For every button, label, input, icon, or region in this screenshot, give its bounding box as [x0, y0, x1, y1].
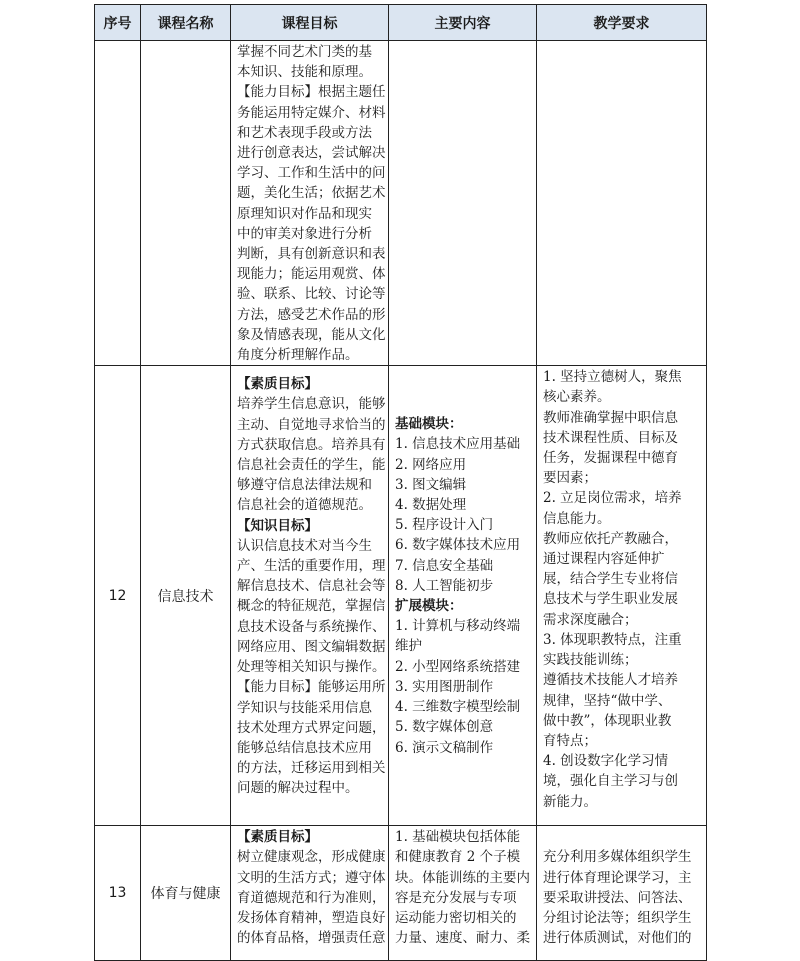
row12-content-line: 2. 小型网络系统搭建 — [395, 658, 521, 675]
row12-content-line: 6. 演示文稿制作 — [395, 739, 494, 756]
row13-goal-line: 育道德规范和行为准则， — [237, 889, 386, 906]
row12-goal-line: 技术处理方式界定问题， — [237, 719, 386, 736]
row12-req-line: 新能力。 — [543, 793, 597, 810]
row12-goal-line: 【能力目标】能够运用所 — [237, 679, 386, 696]
row13-req-line: 进行体育理论课学习，主 — [543, 869, 692, 886]
row12-goal-line: 的方法，迁移运用到相关 — [237, 760, 386, 777]
row12-req-line: 息技术与学生职业发展 — [543, 591, 678, 608]
row12-goal-line: 概念的特征规范，掌握信 — [237, 598, 386, 615]
row13-req-line: 要采取讲授法、问答法、 — [543, 889, 692, 906]
cont-goal-line: 角度分析理解作品。 — [237, 347, 359, 364]
row12-req-line: 教师应依托产教融合， — [543, 530, 678, 547]
cont-no-cell — [95, 41, 141, 366]
table-row-12 — [95, 366, 707, 826]
header-row — [95, 5, 707, 41]
row12-content-line: 7. 信息安全基础 — [395, 557, 494, 574]
row12-req-line: 4. 创设数字化学习情 — [543, 753, 669, 770]
row12-req-line: 需求深度融合； — [543, 611, 638, 628]
cont-req-cell — [537, 41, 707, 366]
cont-goal-line: 本知识、技能和原理。 — [237, 64, 372, 81]
cont-goal-line: 判断，具有创新意识和表 — [237, 246, 386, 263]
row13-no: 13 — [95, 826, 141, 961]
row12-req-line: 3. 体现职教特点，注重 — [543, 631, 682, 648]
row12-goal-line: 产、生活的重要作用，理 — [237, 558, 386, 575]
row13-req-line — [543, 827, 702, 847]
header-no: 序号 — [95, 5, 141, 41]
row13-name: 体育与健康 — [141, 826, 231, 961]
row12-req-line: 展，结合学生专业将信 — [543, 571, 678, 588]
cont-goal-line: 【能力目标】根据主题任 — [237, 84, 386, 101]
row12-req-line: 境，强化自主学习与创 — [543, 773, 678, 790]
row13-req-line: 进行体质测试，对他们的 — [543, 930, 692, 947]
row12-content-line: 1. 计算机与移动终端 — [395, 618, 521, 635]
cont-goal-line: 学习、工作和生活中的问 — [237, 165, 386, 182]
cont-name-cell — [141, 41, 231, 366]
row12-goal-line: 能够总结信息技术应用 — [237, 739, 372, 756]
cont-goal-line: 和艺术表现手段或方法 — [237, 124, 372, 141]
row12-content-line: 4. 数据处理 — [395, 497, 467, 514]
row12-no: 12 — [95, 366, 141, 826]
row12-req-line: 做中教”，体现职业教 — [543, 712, 672, 729]
cont-goal-line: 象及情感表现，能从文化 — [237, 326, 386, 343]
row12-req-line: 遵循技术技能人才培养 — [543, 672, 678, 689]
row12-goal-line: 【知识目标】 — [237, 517, 318, 534]
row12-goal-line: 息技术设备与系统操作、 — [237, 618, 386, 635]
cont-goal-line: 掌握不同艺术门类的基 — [237, 44, 372, 60]
row13-content-cell — [389, 826, 537, 961]
row12-content-line: 5. 程序设计入门 — [395, 517, 494, 534]
row12-content-line: 3. 实用图册制作 — [395, 678, 494, 695]
row12-req-line: 核心素养。 — [543, 389, 611, 406]
row12-content-line: 8. 人工智能初步 — [395, 577, 494, 594]
row12-goal-line: 方式获取信息。培养具有 — [237, 436, 386, 453]
row12-goal-line: 信息社会的道德规范。 — [237, 497, 372, 514]
row13-req-line: 分组讨论法等；组织学生 — [543, 910, 692, 927]
row12-req-line: 要因素； — [543, 470, 597, 487]
row12-req-cell — [537, 366, 707, 826]
row12-req-line: 育特点； — [543, 732, 597, 749]
header-goal: 课程目标 — [231, 5, 389, 41]
row12-content-line: 1. 信息技术应用基础 — [395, 436, 521, 453]
row12-name: 信息技术 — [141, 366, 231, 826]
row12-goal-line: 学知识与技能采用信息 — [237, 699, 372, 716]
row12-req-line: 实践技能训练； — [543, 652, 638, 669]
row13-req-line: 充分利用多媒体组织学生 — [543, 849, 692, 866]
table-row-13 — [95, 826, 707, 961]
cont-goal-line: 验、联系、比较、讨论等 — [237, 286, 386, 303]
row12-content-line: 2. 网络应用 — [395, 456, 467, 473]
row12-content-cell — [389, 366, 537, 826]
row13-goal-cell — [231, 826, 389, 961]
row13-goal-line: 的体育品格，增强责任意 — [237, 930, 386, 947]
row13-content-line: 块。体能训练的主要内 — [395, 869, 530, 886]
row12-content-line: 5. 数字媒体创意 — [395, 719, 494, 736]
row13-content-line: 运动能力密切相关的 — [395, 910, 517, 927]
header-req: 教学要求 — [537, 5, 707, 41]
row13-content-line: 1. 基础模块包括体能 — [395, 829, 521, 846]
cont-goal-line: 务能运用特定媒介、材料 — [237, 104, 386, 121]
row13-content-line: 容是充分发展与专项 — [395, 889, 517, 906]
row12-goal-line: 网络应用、图文编辑数据 — [237, 638, 386, 655]
row13-content-line: 力量、速度、耐力、柔 — [395, 930, 530, 947]
row12-goal-line: 【素质目标】 — [237, 376, 318, 393]
header-name: 课程名称 — [141, 5, 231, 41]
row13-goal-line: 树立健康观念，形成健康 — [237, 849, 386, 866]
row12-req-line: 教师准确掌握中职信息 — [543, 409, 678, 426]
row13-content-line: 和健康教育 2 个子模 — [395, 849, 521, 866]
cont-goal-line: 原理知识对作品和现实 — [237, 205, 372, 222]
row12-content-line: 6. 数字媒体技术应用 — [395, 537, 521, 554]
course-table — [94, 4, 707, 961]
table-row-continued — [95, 41, 707, 366]
cont-goal-cell — [231, 41, 389, 366]
row12-req-line: 任务，发掘课程中德育 — [543, 450, 678, 467]
header-content: 主要内容 — [389, 5, 537, 41]
row12-goal-line: 信息社会责任的学生，能 — [237, 457, 386, 474]
row12-goal-line: 问题的解决过程中。 — [237, 780, 359, 797]
row13-req-cell — [537, 826, 707, 961]
row12-req-line: 1. 坚持立德树人，聚焦 — [543, 369, 682, 386]
row12-goal-line: 培养学生信息意识，能够 — [237, 396, 386, 413]
cont-goal-line: 中的审美对象进行分析 — [237, 225, 372, 242]
cont-goal-line: 进行创意表达，尝试解决 — [237, 145, 386, 162]
row13-goal-line: 【素质目标】 — [237, 829, 318, 846]
row12-content-line: 4. 三维数字模型绘制 — [395, 699, 521, 716]
row12-goal-line: 认识信息技术对当今生 — [237, 537, 372, 554]
row12-req-line: 通过课程内容延伸扩 — [543, 551, 665, 568]
row12-content-line: 3. 图文编辑 — [395, 476, 467, 493]
row12-content-line: 维护 — [395, 638, 422, 655]
row12-goal-cell — [231, 366, 389, 826]
row12-req-line: 信息能力。 — [543, 510, 611, 527]
cont-goal-line: 题，美化生活；依据艺术 — [237, 185, 386, 202]
row12-req-line: 技术课程性质、目标及 — [543, 429, 678, 446]
row12-goal-line: 够遵守信息法律法规和 — [237, 477, 372, 494]
row13-goal-line: 发扬体育精神，塑造良好 — [237, 910, 386, 927]
row12-goal-line: 解信息技术、信息社会等 — [237, 578, 386, 595]
row12-content-line: 扩展模块： — [395, 598, 463, 615]
row12-req-line: 2. 立足岗位需求，培养 — [543, 490, 682, 507]
cont-content-cell — [389, 41, 537, 366]
cont-goal-line: 现能力；能运用观赏、体 — [237, 266, 386, 283]
row12-goal-line: 处理等相关知识与操作。 — [237, 659, 386, 676]
row13-goal-line: 文明的生活方式；遵守体 — [237, 869, 386, 886]
cont-goal-line: 方法，感受艺术作品的形 — [237, 306, 386, 323]
row12-goal-line: 主动、自觉地寻求恰当的 — [237, 416, 386, 433]
row12-req-line: 规律，坚持“做中学、 — [543, 692, 672, 709]
row12-content-line: 基础模块： — [395, 416, 463, 433]
